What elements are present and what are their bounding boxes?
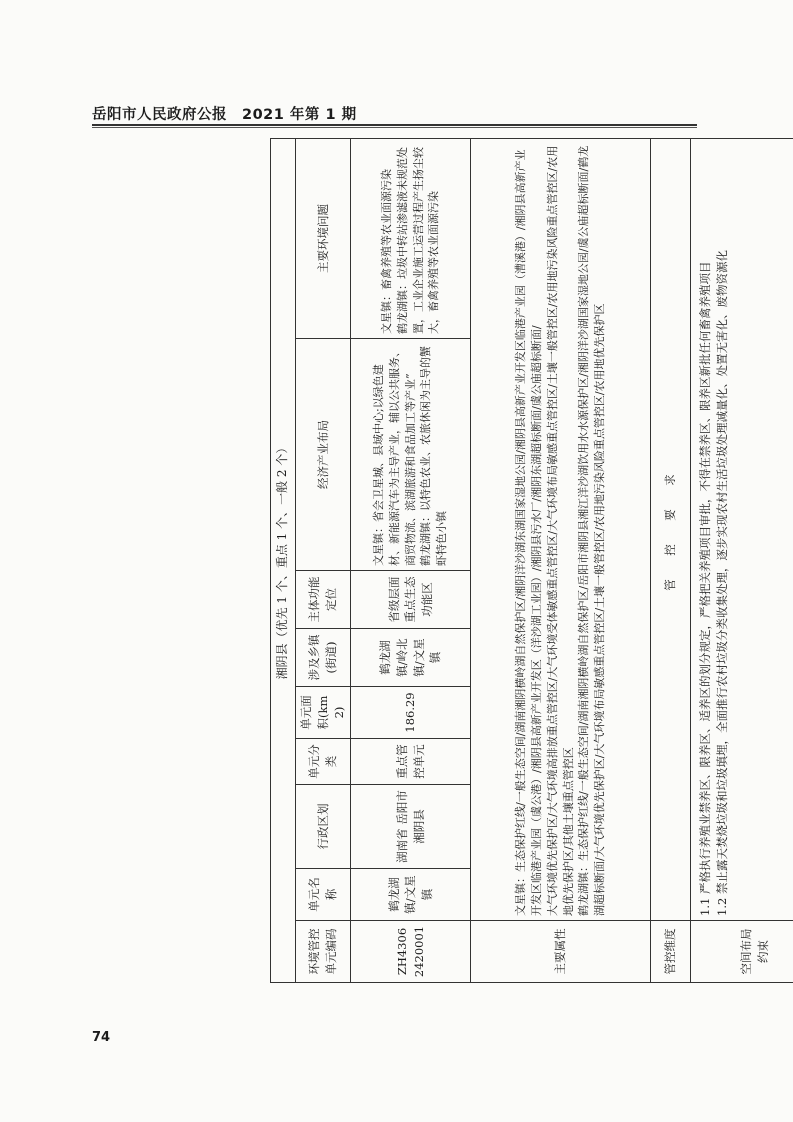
bulletin-header-title: 岳阳市人民政府公报 2021 年第 1 期 [92, 107, 357, 123]
header-towns: 涉及乡镇(街道) [296, 629, 351, 687]
cell-problems: 文星镇：畜禽养殖等农业面源污染 鹤龙湖镇：垃圾中转站渗滤液未规范处置，工业企业施工运营过程产生扬尘较大，畜禽养殖等农业面源污染 [351, 139, 471, 339]
page-number: 74 [92, 1030, 111, 1045]
cell-category: 重点管控单元 [351, 739, 471, 785]
attributes-paragraph: 文星镇：生态保护红线/一般生态空间/湖南湘阴横岭湖自然保护区/湘阴洋沙湖东湖国家湿地公园/湘阴县高新产业开发区临港产业园（漕溪港）/湘阴县高新产业开发区临港产业园（虞公港）/湘阴县高新产业开发区（洋沙湖工业园）/湘阴县污水厂/湘阴东湖超标断面/虞公庙超标断面/ [513, 149, 543, 916]
header-economy: 经济产业布局 [296, 339, 351, 571]
cell-economy: 文星镇：省会卫星城、县域中心;以绿色建材、新能源汽车为主导产业，辅以公共服务、商贸物流、滨湖旅游和食品加工等产业” 鹤龙湖镇：以特色农业、农旅休闲为主导的蟹虾特色小镇 [351, 339, 471, 571]
spatial-item: 1.2 禁止露天焚烧垃圾和垃圾填埋，全面推行农村垃圾分类收集处理，逐步实现农村生活垃圾处理减量化、处置无害化、废物资源化 [714, 250, 729, 916]
header-category: 单元分类 [296, 739, 351, 785]
dimension-label: 管控维度 [651, 921, 691, 983]
cell-county: 湘阴县 [411, 809, 426, 844]
attributes-paragraph: 大气环境优先保护区/大气环境高排放重点管控区/大气环境受体敏感重点管控区/大气环境布局敏感重点管控区/土壤一般管控区/农用地污染风险重点管控区/农用地优先保护区/其他土壤重点管控区 [545, 145, 575, 916]
cell-function: 省级层面重点生态功能区 [351, 571, 471, 629]
requirement-label: 管 控 要 求 [651, 139, 691, 921]
cell-name: 鹤龙湖镇/文星镇 [351, 869, 471, 921]
cell-admin-division [351, 785, 471, 869]
spatial-item: 1.1 严格执行养殖业禁养区、限养区、适养区的划分规定，严格把关养殖项目审批，不得在禁养区、限养区新批任何畜禽养殖项目 [698, 261, 713, 916]
attributes-label: 主要属性 [471, 921, 651, 983]
table-caption: 湘阴县（优先 1 个、重点 1 个、一般 2 个） [271, 139, 296, 983]
header-function: 主体功能定位 [296, 571, 351, 629]
header-divider-thin [92, 127, 697, 128]
header-admin-division: 行政区划 [296, 785, 351, 869]
cell-city: 岳阳市 [394, 790, 409, 825]
spatial-cell [691, 139, 793, 921]
header-divider [92, 124, 697, 126]
table-row [351, 139, 471, 983]
spatial-label: 空间布局约束 [691, 921, 793, 983]
environment-control-table [270, 138, 793, 983]
header-name: 单元名称 [296, 869, 351, 921]
rotated-table-container [270, 139, 793, 983]
header-code: 环境管控单元编码 [296, 921, 351, 983]
attributes-cell [471, 139, 651, 921]
cell-code: ZH43062420001 [351, 921, 471, 983]
header-problems: 主要环境问题 [296, 139, 351, 339]
header-area: 单元面积(km2) [296, 687, 351, 739]
cell-area: 186.29 [351, 687, 471, 739]
cell-towns: 鹤龙湖镇/岭北镇/文星镇 [351, 629, 471, 687]
attributes-paragraph: 鹤龙湖镇：生态保护红线/一般生态空间/湖南湘阴横岭湖自然保护区/岳阳市湘阴县湘江洋沙湖饮用水水源保护区/湘阴洋沙湖国家湿地公园/虞公庙超标断面/鹤龙湖超标断面/大气环境优先保护区/大气环境布局敏感重点管控区/土壤一般管控区/农用地污染风险重点管控区/农用地优先保护区 [577, 145, 607, 916]
cell-province: 湖南省 [394, 828, 409, 863]
